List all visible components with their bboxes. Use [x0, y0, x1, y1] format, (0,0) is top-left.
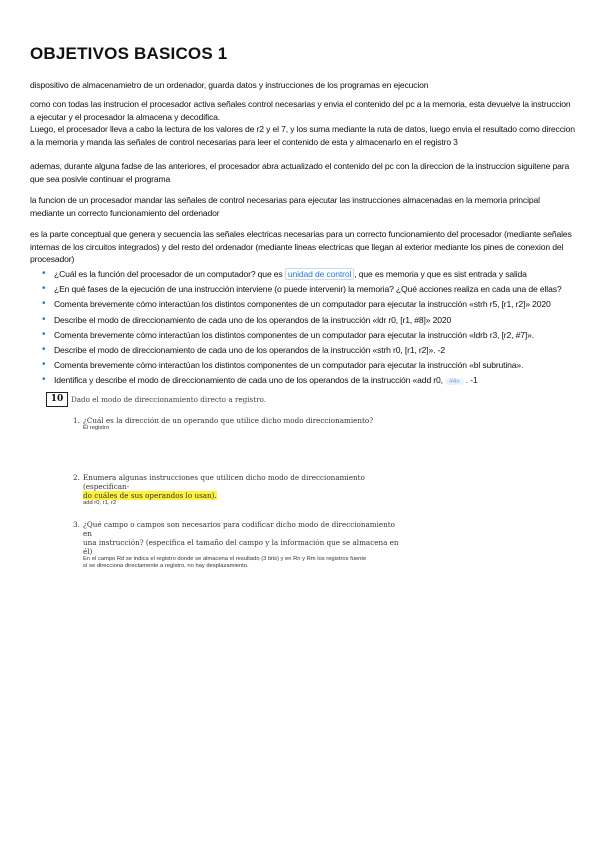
list-item: • Describe el modo de direccionamiento de cada uno de los operandos de la instrucción «ldr r0, [r1, #8]» 2020: [42, 313, 452, 325]
paragraph-pc-update: [30, 160, 575, 185]
bullet-icon: •: [42, 328, 46, 340]
bullet-icon: •: [42, 298, 46, 310]
paragraph-text: ademas, durante alguna fadse de las anteriores, el procesador abra actualizado el contenido del pc con la direccion de la instruccion siguitene para que sea posivle continuar el programa: [30, 161, 570, 184]
bullet-icon: •: [42, 359, 46, 371]
bullet-icon: •: [42, 313, 46, 325]
handwritten-answer: El registro: [83, 425, 110, 431]
exercise-question-1: 1. ¿Cuál es la dirección de un operando que utilice dicho modo direccionamiento? El registro: [83, 416, 403, 432]
bullet-icon: •: [42, 268, 46, 279]
highlighted-text: do cuáles de sus operandos lo usan).: [83, 491, 217, 500]
paragraph-memory: [30, 79, 575, 92]
list-item: • Describe el modo de direccionamiento de cada uno de los operandos de la instrucción «strh r0, [r1, r2]». -2: [42, 344, 445, 356]
paragraph-text: la funcion de un procesador mandar las señales de control necesarias para ejecutar las instrucciones almacenadas en la memoria principal mediante un correcto funcionamiento del ordenador: [30, 195, 540, 218]
exercise-intro: Dado el modo de direccionamiento directo a registro.: [71, 395, 267, 404]
bullet-icon: •: [42, 283, 46, 295]
paragraph-text: Luego, el procesador lleva a cabo la lectura de los valores de r2 y el 7, y los suma mediante la ruta de datos, luego envia el resultado como direccion a la memoria y manda las señales de control necesarias para leer el contenido de esta y almacenarlo en el registro 3: [30, 124, 575, 147]
handwritten-answer: add r0, r1, r2: [83, 500, 117, 506]
bullet-icon: •: [42, 374, 46, 386]
list-item: • Comenta brevemente cómo interactúan los distintos componentes de un computador para ejecutar la instrucción «ldrb r3, [r2, #7]».: [42, 328, 534, 340]
exercise-number-badge: 10: [46, 392, 68, 407]
exercise-question-2: 2. Enumera algunas instrucciones que utilicen dicho modo de direccionamiento (especifican- do cuáles de sus operandos lo usan). add r0, r1, r2: [83, 473, 403, 507]
bullet-icon: •: [42, 344, 46, 356]
handwritten-answer: sí se direcciona directamente a registro, no hay desplazamiento.: [83, 563, 249, 569]
link-unidad-de-control[interactable]: unidad de control: [285, 268, 354, 280]
paragraph-text: dispositivo de almacenamietro de un ordenador, guarda datos y instrucciones de los programas en ejecucion: [30, 80, 429, 90]
handwritten-answer: En el campo Rd se indica el registro donde se almacena el resultado (3 bits) y en Rn y Rm los registros fuente: [83, 556, 367, 562]
paragraph-processor-function: [30, 194, 575, 219]
list-item: • Comenta brevemente cómo interactúan los distintos componentes de un computador para ejecutar la instrucción «strh r5, [r1, r2]» 2020: [42, 298, 551, 310]
list-item: • Comenta brevemente cómo interactúan los distintos componentes de un computador para ejecutar la instrucción «bl subrutina».: [42, 359, 524, 371]
inline-tag: #4»: [445, 378, 463, 385]
exercise-question-3: 3. ¿Qué campo o campos son necesarios para codificar dicho modo de direccionamiento en una instrucción? (especifica el tamaño del campo y la información que se almacena en él) En el campo Rd se indica el registro donde se almacena el resultado (3 bits) y en Rn y Rm los registros fuente sí se direcciona directamente a registro, no hay desplazamiento.: [83, 520, 403, 570]
list-item: • ¿En qué fases de la ejecución de una instrucción interviene (o puede intervenir) la memoria? ¿Qué acciones realiza en cada una de ellas?: [42, 283, 562, 295]
paragraph-text: es la parte conceptual que genera y secuencia las señales electricas necesarias para un correcto funcionamiento del procesador (mediante señales internas de los circuitos integrados) y del resto del ordenador (mediante lineas electricas que llegan al exterior mediante los pines de conexion del procesador): [30, 229, 572, 264]
list-item: • Identifica y describe el modo de direccionamiento de cada uno de los operandos de la instrucción «add r0, #4» . -1: [42, 374, 478, 386]
paragraph-execution: [30, 98, 575, 148]
paragraph-text: como con todas las instrucion el procesador activa señales control necesarias y envia el contenido del pc a la memoria, esta devuelve la instruccion a ejecutar y el procesador la almacena y decodifica.: [30, 99, 571, 122]
scanned-exercise-image: [46, 392, 406, 572]
paragraph-control-unit: [30, 228, 575, 266]
list-item: • ¿Cuál es la función del procesador de un computador? que es unidad de control , que es memoria y que es sist entrada y salida: [42, 268, 527, 279]
page-title: OBJETIVOS BASICOS 1: [30, 44, 228, 63]
questions-list: [42, 268, 572, 392]
